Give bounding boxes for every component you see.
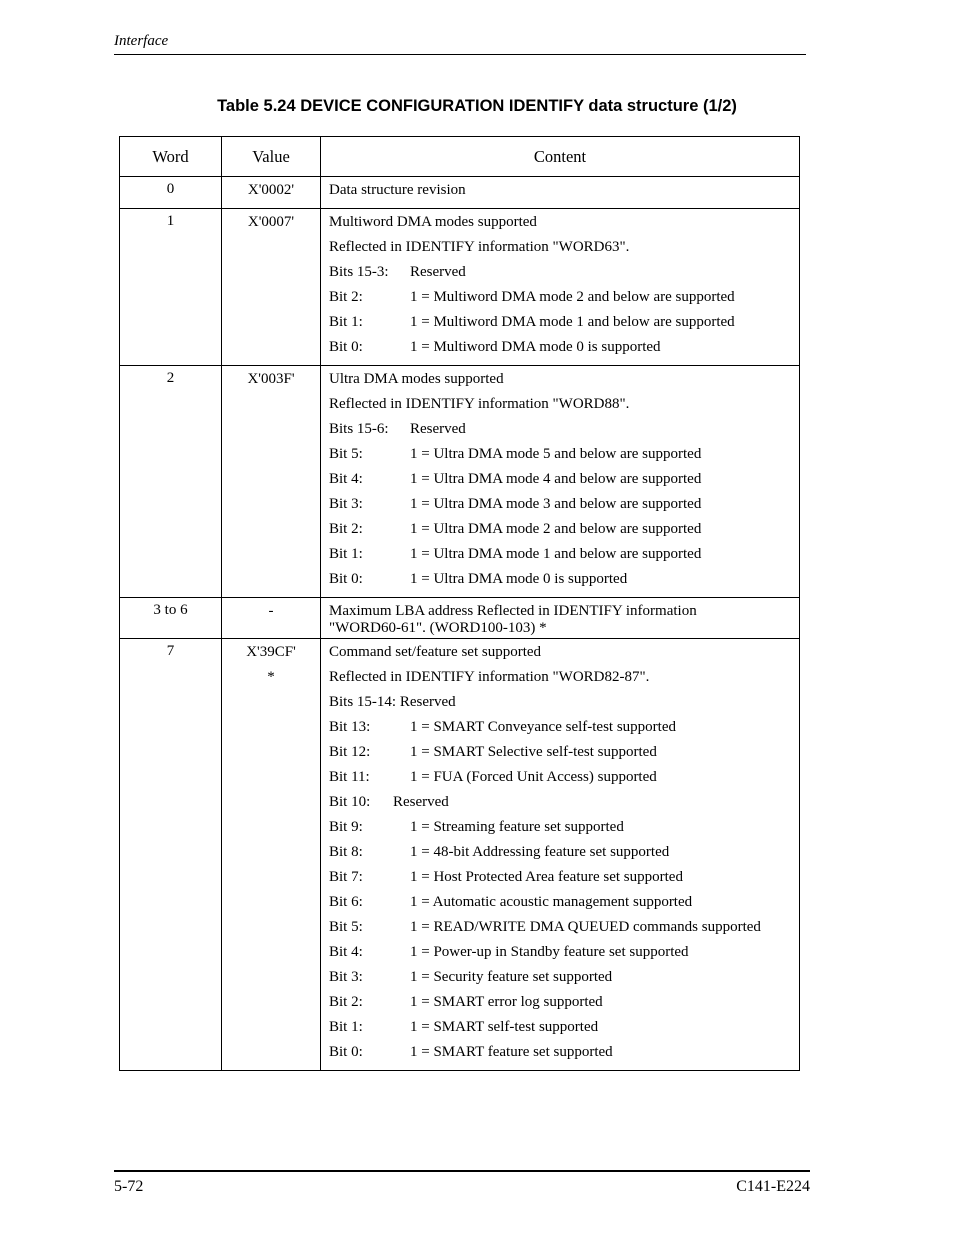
content-line xyxy=(329,818,799,843)
table-body xyxy=(120,177,800,1071)
bit-description: Data structure revision xyxy=(329,182,466,198)
bit-label: Bit 3: xyxy=(329,496,363,512)
table-row xyxy=(120,639,800,1071)
content-line xyxy=(329,768,799,793)
bit-description: Bits 15-14: Reserved xyxy=(329,694,456,710)
word-cell: 2 xyxy=(120,366,222,598)
content-line xyxy=(329,263,799,288)
content-cell xyxy=(321,366,800,598)
content-line xyxy=(329,668,799,693)
value-cell xyxy=(222,209,321,366)
column-header-word: Word xyxy=(120,137,222,177)
content-line xyxy=(329,1043,799,1068)
content-line xyxy=(329,619,799,636)
content-line xyxy=(329,370,799,395)
section-name: Interface xyxy=(114,33,169,49)
bit-description: 1 = Ultra DMA mode 4 and below are supported xyxy=(410,471,702,487)
content-line xyxy=(329,520,799,545)
bit-description: 1 = SMART Selective self-test supported xyxy=(410,744,657,760)
word-cell: 3 to 6 xyxy=(120,598,222,639)
bit-description: 1 = Multiword DMA mode 2 and below are supported xyxy=(410,289,735,305)
content-line xyxy=(329,918,799,943)
content-line xyxy=(329,868,799,893)
bit-description: Multiword DMA modes supported xyxy=(329,214,537,230)
content-cell xyxy=(321,177,800,209)
bit-label: Bit 3: xyxy=(329,969,363,985)
value-cell xyxy=(222,639,321,1071)
bit-description: 1 = Ultra DMA mode 1 and below are supported xyxy=(410,546,702,562)
bit-label: Bits 15-3: xyxy=(329,264,389,280)
table-row xyxy=(120,177,800,209)
content-line xyxy=(329,893,799,918)
content-line xyxy=(329,395,799,420)
bit-description: 1 = Ultra DMA mode 2 and below are supported xyxy=(410,521,702,537)
value-cell xyxy=(222,177,321,209)
bit-description: 1 = SMART error log supported xyxy=(410,994,603,1010)
content-line xyxy=(329,545,799,570)
bit-description: 1 = Ultra DMA mode 0 is supported xyxy=(410,571,628,587)
content-line xyxy=(329,843,799,868)
bit-description: 1 = FUA (Forced Unit Access) supported xyxy=(410,769,657,785)
table-title: Table 5.24 DEVICE CONFIGURATION IDENTIFY data structure (1/2) xyxy=(217,97,737,115)
content-line xyxy=(329,743,799,768)
column-header-content: Content xyxy=(321,137,800,177)
bit-description: Reflected in IDENTIFY information "WORD63". xyxy=(329,239,630,255)
content-cell xyxy=(321,639,800,1071)
content-line xyxy=(329,993,799,1018)
content-cell xyxy=(321,598,800,639)
bit-label: Bit 13: xyxy=(329,719,371,735)
bit-description: Reserved xyxy=(410,264,466,280)
bit-description: Reflected in IDENTIFY information "WORD82-87". xyxy=(329,669,650,685)
bit-description: 1 = READ/WRITE DMA QUEUED commands supported xyxy=(410,919,761,935)
content-line xyxy=(329,570,799,595)
content-line xyxy=(329,693,799,718)
value-text: X'0007' xyxy=(247,214,295,230)
content-cell xyxy=(321,209,800,366)
bit-label: Bit 12: xyxy=(329,744,371,760)
bit-description: Command set/feature set supported xyxy=(329,644,542,660)
content-line xyxy=(329,238,799,263)
bit-description: 1 = Ultra DMA mode 5 and below are supported xyxy=(410,446,702,462)
bit-description: 1 = SMART self-test supported xyxy=(410,1019,599,1035)
identify-data-table xyxy=(119,136,800,1071)
bit-description: Reflected in IDENTIFY information "WORD88". xyxy=(329,396,630,412)
content-line xyxy=(329,718,799,743)
bit-label: Bits 15-6: xyxy=(329,421,389,437)
page-number: 5-72 xyxy=(114,1178,144,1195)
content-line xyxy=(329,338,799,363)
content-line xyxy=(329,445,799,470)
bit-label: Bit 4: xyxy=(329,471,363,487)
bit-label: Bit 8: xyxy=(329,844,363,860)
value-text: X'39CF' xyxy=(246,644,296,660)
word-cell: 1 xyxy=(120,209,222,366)
bit-label: Bit 10: xyxy=(329,794,371,810)
content-line xyxy=(329,420,799,445)
bit-label: Bit 4: xyxy=(329,944,363,960)
bit-description: 1 = Security feature set supported xyxy=(410,969,613,985)
table-row xyxy=(120,366,800,598)
bit-description: "WORD60-61". (WORD100-103) * xyxy=(329,620,547,636)
value-text: X'0002' xyxy=(247,182,295,198)
bit-label: Bit 1: xyxy=(329,1019,363,1035)
bit-description: 1 = 48-bit Addressing feature set supported xyxy=(410,844,670,860)
bit-description: 1 = Automatic acoustic management supported xyxy=(410,894,693,910)
running-header xyxy=(114,32,806,55)
bit-description: 1 = Host Protected Area feature set supported xyxy=(410,869,683,885)
bit-description: 1 = SMART feature set supported xyxy=(410,1044,613,1060)
bit-description: Reserved xyxy=(393,794,449,810)
bit-description: Reserved xyxy=(410,421,466,437)
content-line xyxy=(329,495,799,520)
bit-label: Bit 2: xyxy=(329,521,363,537)
bit-description: 1 = Multiword DMA mode 1 and below are supported xyxy=(410,314,735,330)
content-line xyxy=(329,968,799,993)
bit-description: 1 = Multiword DMA mode 0 is supported xyxy=(410,339,661,355)
bit-label: Bit 2: xyxy=(329,289,363,305)
value-cell xyxy=(222,598,321,639)
table-row xyxy=(120,598,800,639)
bit-label: Bit 0: xyxy=(329,571,363,587)
document-id: C141-E224 xyxy=(736,1178,810,1195)
value-text: - xyxy=(268,603,274,619)
column-header-value: Value xyxy=(222,137,321,177)
value-text: X'003F' xyxy=(247,371,295,387)
page-footer xyxy=(114,1170,810,1195)
content-line xyxy=(329,181,799,206)
bit-label: Bit 6: xyxy=(329,894,363,910)
content-line xyxy=(329,943,799,968)
bit-label: Bit 7: xyxy=(329,869,363,885)
bit-description: 1 = Ultra DMA mode 3 and below are supported xyxy=(410,496,702,512)
bit-label: Bit 0: xyxy=(329,339,363,355)
bit-label: Bit 5: xyxy=(329,919,363,935)
bit-description: Maximum LBA address Reflected in IDENTIFY information xyxy=(329,603,697,619)
value-text: * xyxy=(267,669,275,685)
table-header-row xyxy=(120,137,800,177)
bit-label: Bit 5: xyxy=(329,446,363,462)
bit-description: 1 = Streaming feature set supported xyxy=(410,819,624,835)
bit-label: Bit 2: xyxy=(329,994,363,1010)
content-line xyxy=(329,602,799,619)
content-line xyxy=(329,288,799,313)
content-line xyxy=(329,1018,799,1043)
bit-description: 1 = SMART Conveyance self-test supported xyxy=(410,719,676,735)
bit-label: Bit 11: xyxy=(329,769,370,785)
content-line xyxy=(329,313,799,338)
table-row xyxy=(120,209,800,366)
bit-description: 1 = Power-up in Standby feature set supported xyxy=(410,944,689,960)
content-line xyxy=(329,470,799,495)
bit-label: Bit 1: xyxy=(329,314,363,330)
content-line xyxy=(329,213,799,238)
word-cell: 7 xyxy=(120,639,222,1071)
value-cell xyxy=(222,366,321,598)
content-line xyxy=(329,643,799,668)
bit-label: Bit 1: xyxy=(329,546,363,562)
bit-description: Ultra DMA modes supported xyxy=(329,371,504,387)
bit-label: Bit 0: xyxy=(329,1044,363,1060)
word-cell: 0 xyxy=(120,177,222,209)
bit-label: Bit 9: xyxy=(329,819,363,835)
content-line xyxy=(329,793,799,818)
